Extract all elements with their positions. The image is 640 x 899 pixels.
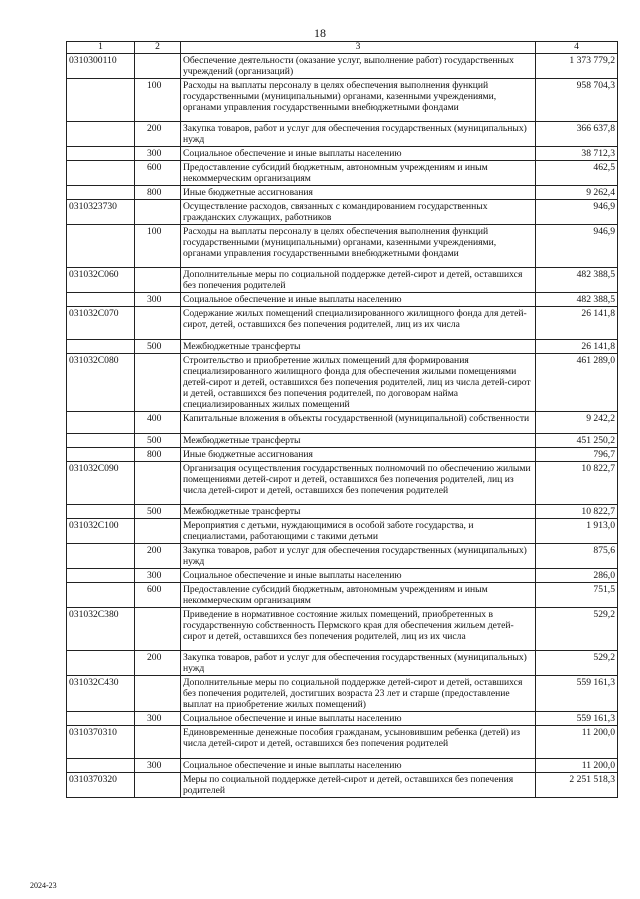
table-row [67, 505, 618, 519]
row-code-cell [67, 79, 135, 122]
row-type-cell: 200 [135, 651, 181, 676]
table-row [67, 583, 618, 608]
row-type-cell [135, 54, 181, 79]
row-code-cell: 0310370310 [67, 726, 135, 759]
row-description-cell: Мероприятия с детьми, нуждающимися в особой заботе государства, и специалистами, работающими с такими детьми [181, 519, 536, 544]
row-type-cell [135, 307, 181, 340]
row-type-cell: 800 [135, 186, 181, 200]
row-amount-cell: 482 388,5 [536, 293, 618, 307]
row-type-cell: 100 [135, 225, 181, 268]
row-description-cell: Дополнительные меры по социальной поддержке детей-сирот и детей, оставшихся без попечения родителей [181, 268, 536, 293]
row-amount-cell: 559 161,3 [536, 676, 618, 712]
row-amount-cell: 751,5 [536, 583, 618, 608]
row-description-cell: Закупка товаров, работ и услуг для обеспечения государственных (муниципальных) нужд [181, 544, 536, 569]
page-number: 18 [314, 26, 326, 40]
row-type-cell: 100 [135, 79, 181, 122]
table-row [67, 462, 618, 505]
row-type-cell: 500 [135, 505, 181, 519]
row-code-cell: 0310323730 [67, 200, 135, 225]
row-amount-cell: 9 262,4 [536, 186, 618, 200]
table-row [67, 293, 618, 307]
row-amount-cell: 462,5 [536, 161, 618, 186]
row-type-cell: 800 [135, 448, 181, 462]
row-type-cell: 300 [135, 147, 181, 161]
table-row [67, 434, 618, 448]
table-row [67, 225, 618, 268]
row-code-cell: 031032С080 [67, 354, 135, 412]
row-amount-cell: 875,6 [536, 544, 618, 569]
row-code-cell: 031032С070 [67, 307, 135, 340]
row-type-cell [135, 268, 181, 293]
row-code-cell [67, 434, 135, 448]
row-amount-cell: 482 388,5 [536, 268, 618, 293]
row-type-cell [135, 608, 181, 651]
row-amount-cell: 2 251 518,3 [536, 773, 618, 798]
row-code-cell: 031032С090 [67, 462, 135, 505]
table-row [67, 608, 618, 651]
row-code-cell [67, 412, 135, 434]
row-amount-cell: 559 161,3 [536, 712, 618, 726]
row-code-cell [67, 225, 135, 268]
row-type-cell [135, 462, 181, 505]
row-type-cell: 300 [135, 569, 181, 583]
row-type-cell: 300 [135, 712, 181, 726]
table-row [67, 161, 618, 186]
row-code-cell [67, 583, 135, 608]
row-code-cell [67, 544, 135, 569]
row-description-cell: Организация осуществления государственных полномочий по обеспечению жилыми помещениями детей-сирот и детей, оставшихся без попечения родителей, лиц из числа детей-сирот и детей, оставшихся без попечения родителей [181, 462, 536, 505]
row-type-cell: 300 [135, 759, 181, 773]
row-type-cell: 400 [135, 412, 181, 434]
table-row [67, 340, 618, 354]
row-code-cell [67, 712, 135, 726]
row-type-cell: 200 [135, 544, 181, 569]
row-amount-cell: 26 141,8 [536, 307, 618, 340]
row-description-cell: Дополнительные меры по социальной поддержке детей-сирот и детей, оставшихся без попечения родителей, достигших возраста 23 лет и старше (предоставление выплат на приобретение жилых помещений) [181, 676, 536, 712]
row-description-cell: Закупка товаров, работ и услуг для обеспечения государственных (муниципальных) нужд [181, 651, 536, 676]
row-code-cell: 031032С430 [67, 676, 135, 712]
row-amount-cell: 796,7 [536, 448, 618, 462]
row-amount-cell: 10 822,7 [536, 462, 618, 505]
row-code-cell: 0310370320 [67, 773, 135, 798]
row-type-cell [135, 676, 181, 712]
table-header-row [67, 42, 618, 54]
row-amount-cell: 1 913,0 [536, 519, 618, 544]
row-description-cell: Единовременные денежные пособия гражданам, усыновившим ребенка (детей) из числа детей-сирот и детей, оставшихся без попечения родителей [181, 726, 536, 759]
table-row [67, 354, 618, 412]
row-description-cell: Межбюджетные трансферты [181, 434, 536, 448]
table-row [67, 79, 618, 122]
row-code-cell [67, 651, 135, 676]
row-code-cell [67, 505, 135, 519]
row-type-cell: 500 [135, 434, 181, 448]
header-col-1: 1 [67, 42, 135, 54]
row-type-cell [135, 519, 181, 544]
table-row [67, 412, 618, 434]
header-col-4: 4 [536, 42, 618, 54]
row-amount-cell: 38 712,3 [536, 147, 618, 161]
table-row [67, 122, 618, 147]
row-amount-cell: 946,9 [536, 225, 618, 268]
row-description-cell: Межбюджетные трансферты [181, 340, 536, 354]
table-row [67, 773, 618, 798]
table-row [67, 268, 618, 293]
row-amount-cell: 11 200,0 [536, 726, 618, 759]
row-description-cell: Капитальные вложения в объекты государственной (муниципальной) собственности [181, 412, 536, 434]
row-description-cell: Социальное обеспечение и иные выплаты населению [181, 147, 536, 161]
row-description-cell: Осуществление расходов, связанных с командированием государственных гражданских служащих, работников [181, 200, 536, 225]
row-description-cell: Социальное обеспечение и иные выплаты населению [181, 293, 536, 307]
row-description-cell: Предоставление субсидий бюджетным, автономным учреждениям и иным некоммерческим организациям [181, 583, 536, 608]
row-amount-cell: 451 250,2 [536, 434, 618, 448]
table-row [67, 544, 618, 569]
row-type-cell [135, 200, 181, 225]
row-amount-cell: 958 704,3 [536, 79, 618, 122]
row-amount-cell: 529,2 [536, 608, 618, 651]
row-description-cell: Межбюджетные трансферты [181, 505, 536, 519]
table-row [67, 200, 618, 225]
table-row [67, 186, 618, 200]
table-row [67, 54, 618, 79]
row-code-cell [67, 759, 135, 773]
table-row [67, 651, 618, 676]
row-description-cell: Иные бюджетные ассигнования [181, 186, 536, 200]
row-description-cell: Меры по социальной поддержке детей-сирот и детей, оставшихся без попечения родителей [181, 773, 536, 798]
row-code-cell: 0310300110 [67, 54, 135, 79]
row-description-cell: Содержание жилых помещений специализированного жилищного фонда для детей-сирот, детей, оставшихся без попечения родителей, лиц из их числа [181, 307, 536, 340]
table-row [67, 569, 618, 583]
row-code-cell [67, 122, 135, 147]
row-type-cell: 300 [135, 293, 181, 307]
table-row [67, 448, 618, 462]
row-description-cell: Приведение в нормативное состояние жилых помещений, приобретенных в государственную собственность Пермского края для обеспечения жильем детей-сирот и детей, оставшихся без попечения родителей, лиц из их числа [181, 608, 536, 651]
row-type-cell: 600 [135, 583, 181, 608]
row-code-cell [67, 293, 135, 307]
table-row [67, 147, 618, 161]
table-row [67, 307, 618, 340]
row-code-cell [67, 161, 135, 186]
row-code-cell [67, 340, 135, 354]
table-row [67, 676, 618, 712]
row-type-cell [135, 773, 181, 798]
row-amount-cell: 461 289,0 [536, 354, 618, 412]
table-row [67, 712, 618, 726]
row-code-cell [67, 569, 135, 583]
row-description-cell: Социальное обеспечение и иные выплаты населению [181, 712, 536, 726]
row-amount-cell: 9 242,2 [536, 412, 618, 434]
row-amount-cell: 26 141,8 [536, 340, 618, 354]
row-code-cell: 031032С060 [67, 268, 135, 293]
row-description-cell: Социальное обеспечение и иные выплаты населению [181, 759, 536, 773]
row-type-cell: 500 [135, 340, 181, 354]
row-code-cell: 031032С380 [67, 608, 135, 651]
row-description-cell: Строительство и приобретение жилых помещений для формирования специализированного жилищного фонда для обеспечения жилыми помещениями детей-сирот и детей, оставшихся без попечения родителей, лиц из числа детей-сирот и детей, оставшихся без попечения родителей, по договорам найма специализированных жилых помещений [181, 354, 536, 412]
table-row [67, 759, 618, 773]
row-description-cell: Предоставление субсидий бюджетным, автономным учреждениям и иным некоммерческим организациям [181, 161, 536, 186]
header-col-3: 3 [181, 42, 536, 54]
row-amount-cell: 1 373 779,2 [536, 54, 618, 79]
row-code-cell [67, 147, 135, 161]
row-code-cell [67, 448, 135, 462]
row-type-cell: 200 [135, 122, 181, 147]
row-amount-cell: 529,2 [536, 651, 618, 676]
row-description-cell: Расходы на выплаты персоналу в целях обеспечения выполнения функций государственными (муниципальными) органами, казенными учреждениями, органами управления государственными внебюджетными фондами [181, 79, 536, 122]
row-description-cell: Социальное обеспечение и иные выплаты населению [181, 569, 536, 583]
row-type-cell [135, 354, 181, 412]
row-amount-cell: 366 637,8 [536, 122, 618, 147]
footer-code: 2024-23 [30, 881, 57, 890]
row-amount-cell: 286,0 [536, 569, 618, 583]
budget-table [66, 41, 618, 798]
row-type-cell: 600 [135, 161, 181, 186]
row-amount-cell: 10 822,7 [536, 505, 618, 519]
row-amount-cell: 11 200,0 [536, 759, 618, 773]
row-code-cell [67, 186, 135, 200]
row-amount-cell: 946,9 [536, 200, 618, 225]
row-code-cell: 031032С100 [67, 519, 135, 544]
table-row [67, 726, 618, 759]
row-description-cell: Иные бюджетные ассигнования [181, 448, 536, 462]
row-description-cell: Расходы на выплаты персоналу в целях обеспечения выполнения функций государственными (муниципальными) органами, казенными учреждениями, органами управления государственными внебюджетными фондами [181, 225, 536, 268]
header-col-2: 2 [135, 42, 181, 54]
row-description-cell: Закупка товаров, работ и услуг для обеспечения государственных (муниципальных) нужд [181, 122, 536, 147]
table-row [67, 519, 618, 544]
row-description-cell: Обеспечение деятельности (оказание услуг, выполнение работ) государственных учреждений (организаций) [181, 54, 536, 79]
row-type-cell [135, 726, 181, 759]
